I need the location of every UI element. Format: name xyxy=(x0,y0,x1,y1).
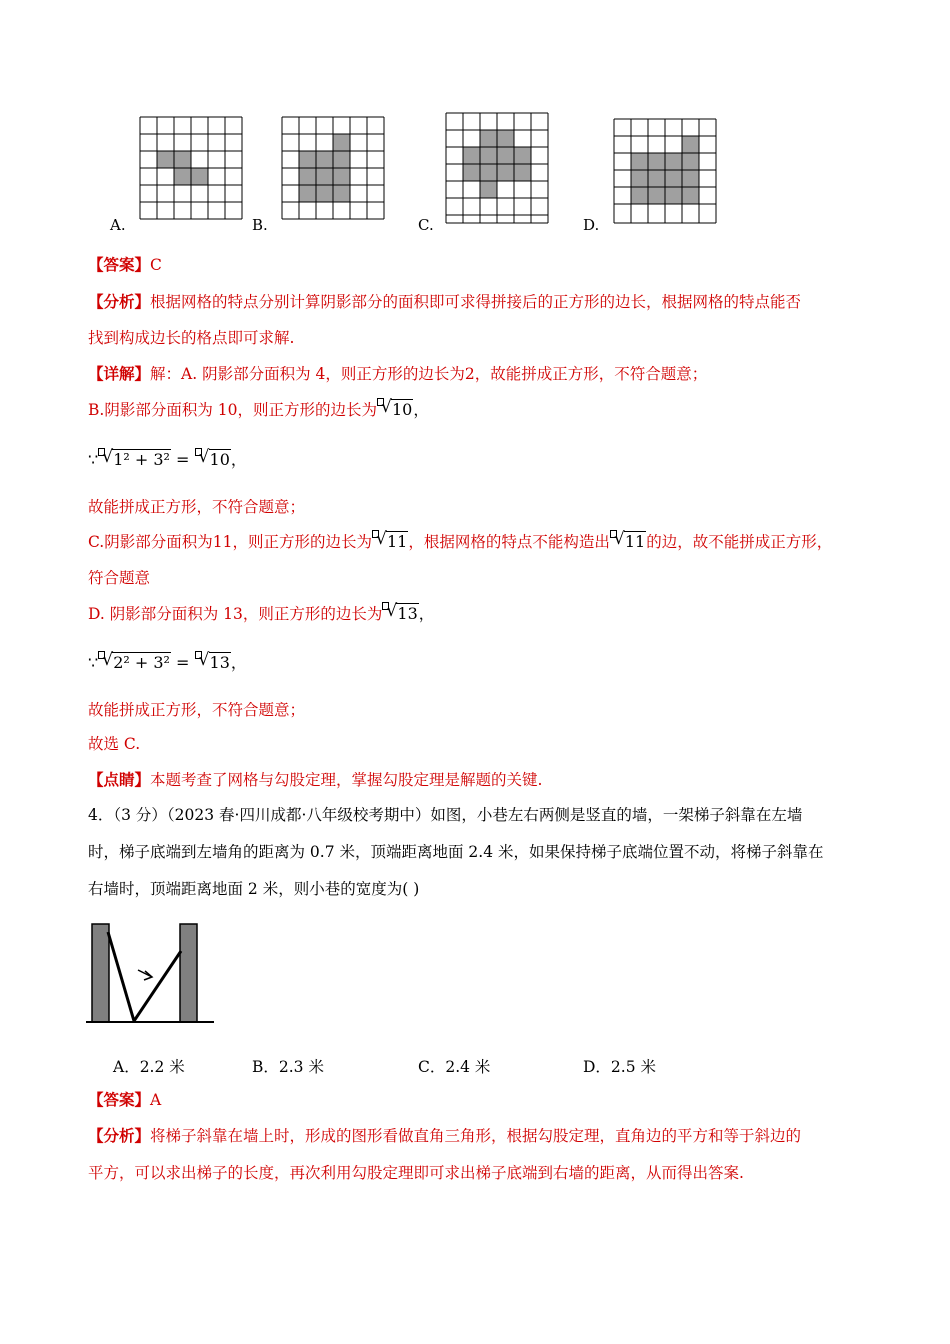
analysis-2-line2: 平方，可以求出梯子的长度，再次利用勾股定理即可求出梯子底端到右墙的距离，从而得出答案. xyxy=(88,1164,744,1182)
analysis-text: 根据网格的特点分别计算阴影部分的面积即可求得拼接后的正方形的边长，根据网格的特点能否 xyxy=(150,293,802,311)
answer-2-tag: 【答案】 xyxy=(88,1090,151,1109)
option-a-label: A. xyxy=(110,216,126,234)
detail-a-text: 解：A. 阴影部分面积为 4，则正方形的边长为2，故能拼成正方形，不符合题意； xyxy=(150,365,708,383)
analysis-1-line1 xyxy=(88,292,801,312)
grid-d xyxy=(614,119,716,223)
detail-c: C.阴影部分面积为11，则正方形的边长为 √ 11，根据网格的特点不能构造出 √ 11的边，故不能拼成正方形， xyxy=(88,529,833,551)
grid-a-cell xyxy=(157,151,174,168)
answer-2 xyxy=(88,1090,161,1110)
option-b-label: B. xyxy=(252,216,268,234)
grid-figures xyxy=(0,0,950,240)
detail-tag: 【详解】 xyxy=(88,364,151,383)
grid-c xyxy=(446,113,548,223)
q4-option-d: D．2.5 米 xyxy=(583,1058,657,1076)
q4-line1: 4．（3 分）（2023 春·四川成都·八年级校考期中）如图，小巷左右两侧是竖直的墙，一架梯子斜靠在左墙 xyxy=(88,806,803,824)
grid-a-cell xyxy=(174,168,191,185)
sqrt-rhs-d: √ 13 xyxy=(198,650,230,672)
point-tag: 【点睛】 xyxy=(88,770,151,789)
q4-option-c: C．2.4 米 xyxy=(418,1058,491,1076)
grid-a xyxy=(140,117,242,219)
sqrt-rhs-b: √ 10 xyxy=(198,447,230,469)
left-wall xyxy=(92,924,109,1022)
sqrt-13: √ 13 xyxy=(386,601,418,623)
because-b: ∵ √ 1² + 3² = √ 10， xyxy=(88,447,247,469)
sqrt-10: √ 10 xyxy=(380,397,413,419)
answer-tag: 【答案】 xyxy=(88,255,151,274)
detail-d: D. 阴影部分面积为 13，则正方形的边长为 √ 13， xyxy=(88,601,435,623)
detail-final: 故选 C. xyxy=(88,735,141,753)
detail-a xyxy=(88,364,707,384)
option-d-label: D. xyxy=(583,216,600,234)
option-c-label: C. xyxy=(418,216,434,234)
ladder-left xyxy=(108,932,134,1021)
analysis-tag: 【分析】 xyxy=(88,292,151,311)
q4-option-a: A．2.2 米 xyxy=(113,1058,185,1076)
point-1: 【点睛】本题考查了网格与勾股定理，掌握勾股定理是解题的关键. xyxy=(88,770,543,789)
sqrt-11-b: √ 11 xyxy=(613,529,646,551)
ladder-right xyxy=(134,951,181,1021)
q4-option-b: B．2.3 米 xyxy=(252,1058,324,1076)
grid-a-cell xyxy=(174,151,191,168)
sqrt-11: √ 11 xyxy=(375,529,408,551)
ladder-figure xyxy=(86,918,226,1028)
grid-b xyxy=(282,117,384,219)
sqrt-lhs-b: √ 1² + 3² xyxy=(102,447,170,469)
answer-value: C xyxy=(150,256,162,274)
analysis-1-line2: 找到构成边长的格点即可求解. xyxy=(88,329,295,347)
right-wall xyxy=(180,924,197,1022)
analysis-2-line1: 【分析】将梯子斜靠在墙上时，形成的图形看做直角三角形，根据勾股定理，直角边的平方和等于斜边的 xyxy=(88,1126,802,1145)
q4-line3: 右墙时，顶端距离地面 2 米，则小巷的宽度为( ) xyxy=(88,880,420,898)
answer-2-value: A xyxy=(150,1091,162,1109)
detail-c-line2: 符合题意 xyxy=(88,569,151,587)
grid-a-cell xyxy=(191,168,208,185)
answer-1 xyxy=(88,255,162,275)
detail-d-conclusion: 故能拼成正方形，不符合题意； xyxy=(88,701,306,719)
because-d: ∵ √ 2² + 3² = √ 13， xyxy=(88,650,247,672)
sqrt-lhs-d: √ 2² + 3² xyxy=(102,650,170,672)
detail-b-text: B.阴影部分面积为 10，则正方形的边长为 xyxy=(88,401,377,419)
detail-b: B.阴影部分面积为 10，则正方形的边长为 √ 10， xyxy=(88,397,429,419)
q4-line2: 时，梯子底端到左墙角的距离为 0.7 米，顶端距离地面 2.4 米，如果保持梯子底端位置不动，将梯子斜靠在 xyxy=(88,843,824,861)
analysis-2-tag: 【分析】 xyxy=(88,1126,151,1145)
detail-b-conclusion: 故能拼成正方形，不符合题意； xyxy=(88,498,306,516)
